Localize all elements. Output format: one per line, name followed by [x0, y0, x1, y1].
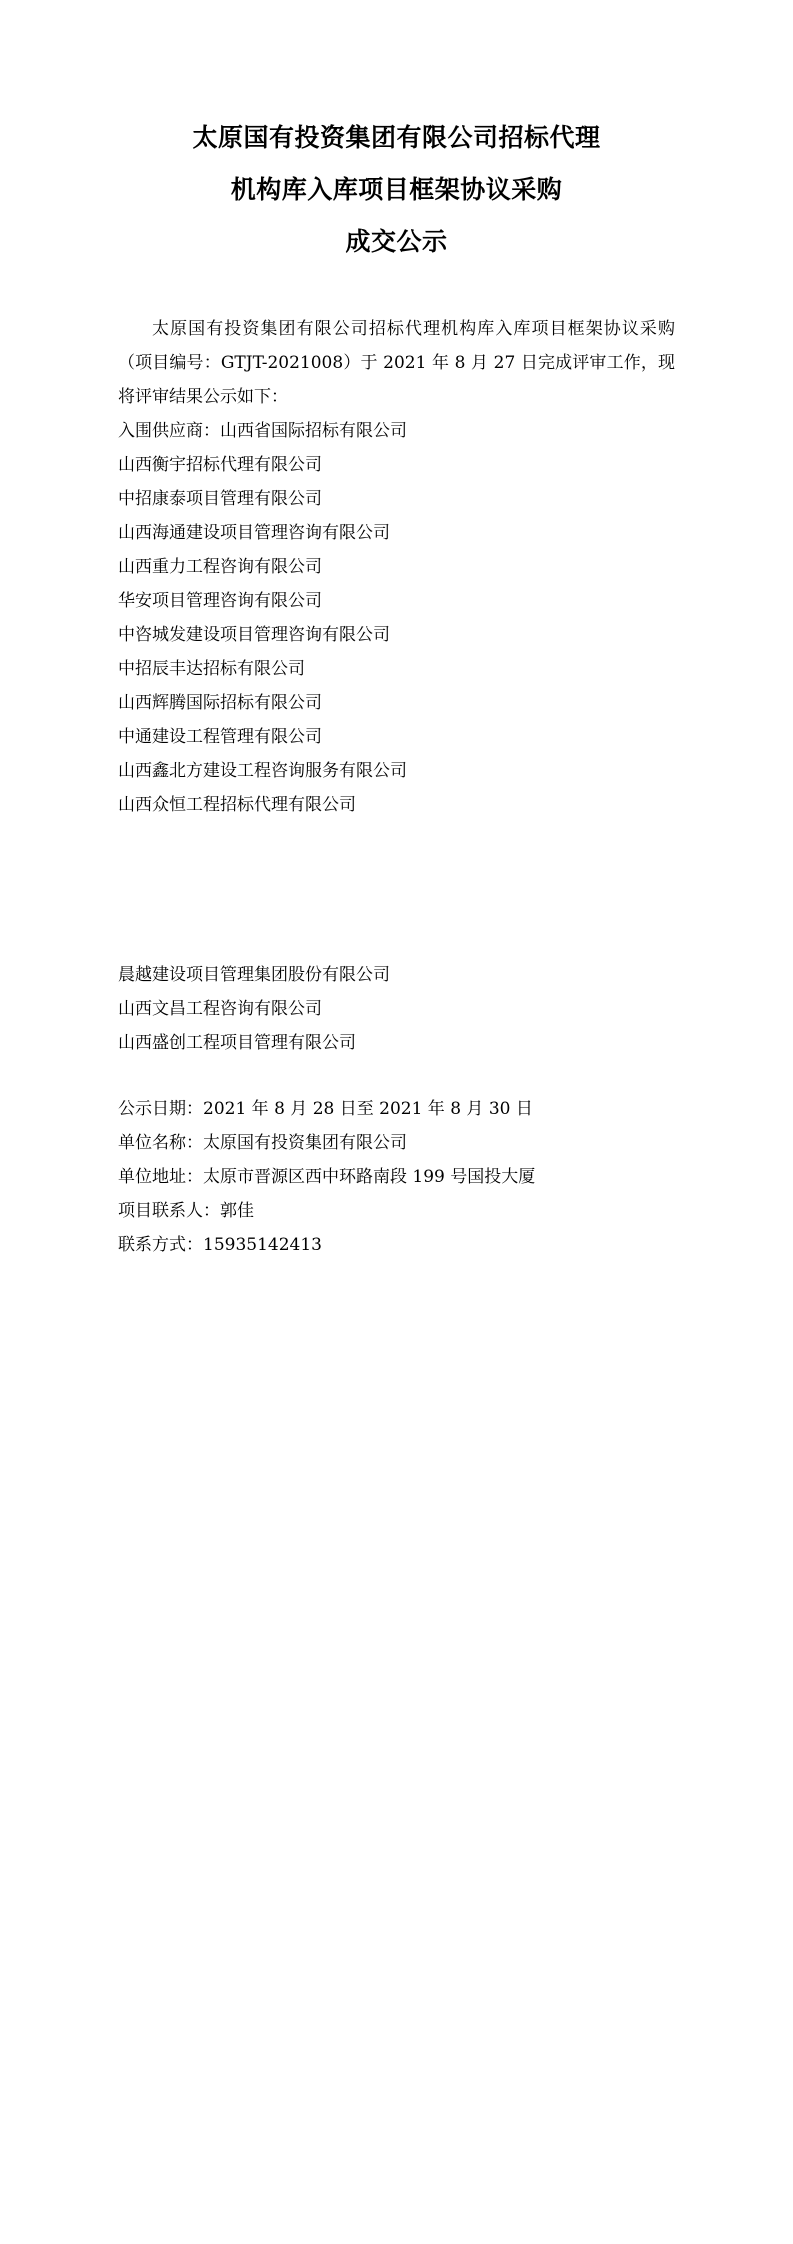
meta-contact-phone: 联系方式：15935142413: [118, 1235, 322, 1255]
list-item: 中通建设工程管理有限公司: [118, 727, 322, 747]
page-break-gap: [118, 822, 675, 958]
list-item: 山西辉腾国际招标有限公司: [118, 693, 322, 713]
title-line-2: 机构库入库项目框架协议采购: [230, 175, 563, 204]
title-line-1: 太原国有投资集团有限公司招标代理: [192, 123, 601, 152]
meta-publish-date: 公示日期：2021 年 8 月 28 日至 2021 年 8 月 30 日: [118, 1099, 533, 1119]
supplier-list: [118, 448, 675, 822]
list-item: 中招康泰项目管理有限公司: [118, 489, 322, 509]
supplier-list-continued: [118, 958, 675, 1060]
list-item: 山西众恒工程招标代理有限公司: [118, 795, 356, 815]
list-item: 山西重力工程咨询有限公司: [118, 557, 322, 577]
document-body: [118, 312, 675, 1642]
meta-organization-address: 单位地址：太原市晋源区西中环路南段 199 号国投大厦: [118, 1167, 536, 1187]
meta-contact-person: 项目联系人：郭佳: [118, 1201, 254, 1221]
list-item: 华安项目管理咨询有限公司: [118, 591, 322, 611]
list-item: 山西海通建设项目管理咨询有限公司: [118, 523, 390, 543]
bottom-spacer: [118, 1262, 675, 1642]
list-item: 中咨城发建设项目管理咨询有限公司: [118, 625, 390, 645]
list-item: 山西盛创工程项目管理有限公司: [118, 1033, 356, 1053]
list-item: 山西文昌工程咨询有限公司: [118, 999, 322, 1019]
list-item: 晨越建设项目管理集团股份有限公司: [118, 965, 390, 985]
intro-paragraph: 太原国有投资集团有限公司招标代理机构库入库项目框架协议采购（项目编号：GTJT-2021008）于 2021 年 8 月 27 日完成评审工作，现将评审结果公示如下：: [118, 319, 675, 407]
suppliers-label: 入围供应商：山西省国际招标有限公司: [118, 421, 407, 441]
notice-meta-list: [118, 1092, 675, 1262]
list-item: 中招辰丰达招标有限公司: [118, 659, 305, 679]
title-line-3: 成交公示: [345, 227, 448, 256]
page-title: [118, 100, 675, 268]
list-item: 山西鑫北方建设工程咨询服务有限公司: [118, 761, 407, 781]
meta-organization-name: 单位名称：太原国有投资集团有限公司: [118, 1133, 407, 1153]
list-item: 山西衡宇招标代理有限公司: [118, 455, 322, 475]
